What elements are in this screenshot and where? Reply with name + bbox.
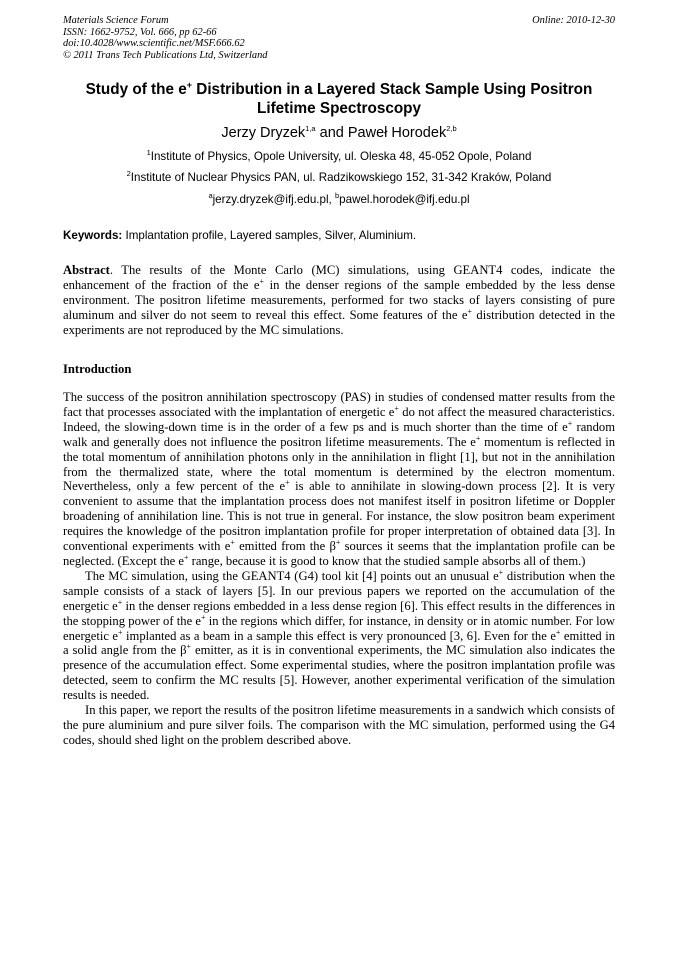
abstract-sup: + bbox=[467, 306, 472, 316]
issn-line: ISSN: 1662-9752, Vol. 666, pp 62-66 bbox=[63, 26, 217, 38]
abstract-label: Abstract bbox=[63, 263, 110, 277]
sup: + bbox=[567, 418, 573, 428]
introduction-heading: Introduction bbox=[63, 362, 132, 376]
beta-symbol: β bbox=[329, 539, 336, 554]
p2-text: in the regions which differ, for instance, in density or in atomic number. For low energetic e bbox=[63, 613, 615, 643]
title-text-2: Distribution in a Layered Stack Sample Using Positron Lifetime Spectroscopy bbox=[192, 81, 593, 117]
sup: + bbox=[394, 403, 399, 413]
sup: + bbox=[201, 612, 206, 622]
email-a: jerzy.dryzek@ifj.edu.pl, bbox=[212, 193, 335, 206]
p1-text: range, because it is good to know that the studied sample absorbs all of them.) bbox=[188, 553, 586, 568]
intro-paragraph-3: In this paper, we report the results of the positron lifetime measurements in a sandwich which consists of the pure aluminium and pure silver foils. The comparison with the MC simulation, performed using the G4 codes, should shed light on the problem described above. bbox=[63, 703, 615, 747]
keywords-text: Implantation profile, Layered samples, Silver, Aluminium. bbox=[122, 229, 417, 242]
email-a-mark: a bbox=[208, 191, 213, 201]
introduction-body bbox=[63, 390, 615, 748]
intro-paragraph-1 bbox=[63, 390, 615, 569]
author-2: Paweł Horodek bbox=[347, 125, 447, 141]
affiliation-2-text: Institute of Nuclear Physics PAN, ul. Radzikowskiego 152, 31-342 Kraków, Poland bbox=[130, 171, 552, 184]
online-date bbox=[532, 15, 615, 27]
p1-text: do not affect the measured characteristics. Indeed, the slowing-down time is in the order of a few ps and is much shorter than the time of e bbox=[63, 404, 615, 434]
sup: + bbox=[118, 627, 123, 637]
sup: + bbox=[555, 627, 561, 637]
p2-text: distribution when the sample consists of a stack of layers [5]. In our previous papers we reported on the accumulation of the energetic e bbox=[63, 568, 615, 613]
beta-symbol: β bbox=[180, 643, 187, 658]
author-list bbox=[63, 125, 615, 142]
sup: + bbox=[230, 537, 235, 547]
p1-text: emitted from the bbox=[234, 539, 330, 554]
abstract-text-2: in the denser regions of the sample embedded by the less dense environment. The positron lifetime measurements, performed for two stacks of layers consisting of pure aluminum and silver do not seem to reveal this effect. Some features of the e bbox=[63, 277, 616, 322]
intro-paragraph-2 bbox=[63, 569, 615, 703]
affiliation-1-text: Institute of Physics, Opole University, ul. Oleska 48, 45-052 Opole, Poland bbox=[150, 150, 532, 163]
keywords bbox=[63, 229, 615, 243]
journal-header bbox=[63, 15, 267, 61]
p2-text: in the denser regions embedded in a less dense region [6]. This effect results in the differences in the stopping power of the e bbox=[63, 598, 615, 628]
affiliation-1 bbox=[63, 150, 615, 164]
doi-line: doi:10.4028/www.scientific.net/MSF.666.62 bbox=[63, 38, 245, 50]
author-conjunction: and bbox=[315, 125, 348, 141]
sup: + bbox=[183, 552, 189, 562]
sup: + bbox=[498, 567, 504, 577]
online-date-text: Online: 2010-12-30 bbox=[532, 15, 615, 26]
sup: + bbox=[186, 642, 192, 652]
keywords-label: Keywords: bbox=[63, 229, 123, 242]
abstract-text-1: . The results of the Monte Carlo (MC) simulations, using GEANT4 codes, indicate the enhancement of the fraction of the e bbox=[63, 263, 615, 292]
author-2-affiliation-mark: 2,b bbox=[446, 124, 457, 134]
author-emails bbox=[63, 193, 615, 207]
title-text-1: Study of the e bbox=[85, 81, 187, 98]
p2-text: The MC simulation, using the GEANT4 (G4) tool kit [4] points out an unusual e bbox=[85, 568, 499, 583]
email-b-mark: b bbox=[335, 191, 340, 201]
p1-text: random walk and generally does not influence the positron lifetime measurements. The e bbox=[63, 419, 615, 449]
p2-text: implanted as a beam in a sample this effect is very pronounced [3, 6]. Even for the e bbox=[122, 628, 556, 643]
p2-text: emitted in a solid angle from the bbox=[63, 628, 615, 658]
email-b: pawel.horodek@ifj.edu.pl bbox=[339, 193, 470, 206]
sup: + bbox=[117, 597, 123, 607]
author-1-affiliation-mark: 1,a bbox=[305, 124, 316, 134]
paper-title bbox=[63, 80, 615, 118]
abstract bbox=[63, 263, 615, 338]
affiliation-2 bbox=[63, 171, 615, 185]
p1-text: The success of the positron annihilation spectroscopy (PAS) in studies of condensed matter results from the fact that processes associated with the implantation of energetic e bbox=[63, 390, 615, 419]
abstract-text-3: distribution detected in the experiments are not reproduced by the MC simulations. bbox=[63, 307, 615, 337]
p2-text: emitter, as it is in conventional experiments, the MC simulation also indicates the presence of the accumulation effect. Some experimental studies, where the positron implantation profile was detected, seem to confirm the MC results [5]. However, another experimental verification of the simulation results is needed. bbox=[63, 643, 615, 703]
author-1: Jerzy Dryzek bbox=[221, 125, 306, 141]
title-superscript: + bbox=[186, 79, 193, 90]
abstract-sup: + bbox=[259, 276, 264, 286]
p1-text: momentum is reflected in the total momentum of annihilation photons only in the annihilation in flight [1], but not in the annihilation from the thermalized state, where the total momentum is determined by the electron momentum. Nevertheless, only a few percent of the e bbox=[63, 434, 615, 494]
sup: + bbox=[335, 537, 341, 547]
affiliation-2-number: 2 bbox=[126, 169, 131, 179]
sup: + bbox=[285, 478, 290, 488]
affiliation-1-number: 1 bbox=[146, 148, 151, 158]
copyright-line: © 2011 Trans Tech Publications Ltd, Switzerland bbox=[63, 49, 268, 61]
p1-text: is able to annihilate in slowing-down process [2]. It is very convenient to assume that the implantation process does not manifest itself in positron lifetime or Doppler broadening of annihilation line. This is not true in general. For instance, the slow positron beam experiment requires the knowledge of the positron implantation profile for proper interpretation of obtained data [3]. In conventional experiments with e bbox=[63, 479, 616, 554]
sup: + bbox=[475, 433, 481, 443]
p1-text: sources it seems that the implantation profile can be neglected. (Except the e bbox=[63, 539, 615, 568]
journal-name: Materials Science Forum bbox=[63, 15, 169, 26]
